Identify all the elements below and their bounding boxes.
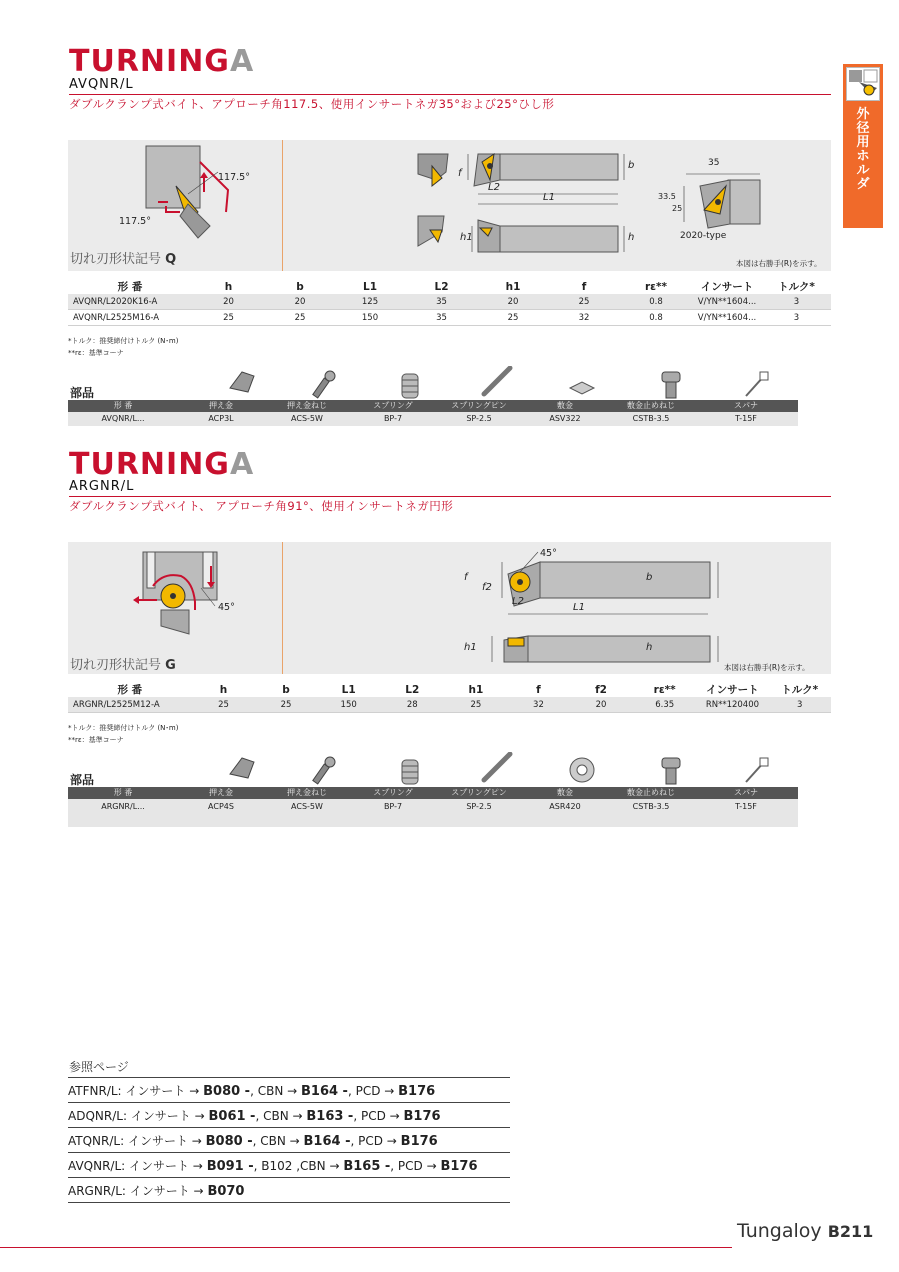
section2-table-header: 形 番 h b L1 L2 h1 f f2 rε** インサート トルク* bbox=[117, 683, 819, 696]
reference-row[interactable]: ADQNR/L: インサート → B061 -, CBN → B163 -, PCD → B176 bbox=[68, 1103, 510, 1128]
section1-table-header: 形 番 h b L1 L2 h1 f rε** インサート トルク* bbox=[117, 280, 815, 293]
section2-dim-h: h bbox=[646, 642, 653, 653]
section1-dim-33: 33.5 bbox=[658, 192, 676, 201]
section1-parts-icons bbox=[220, 366, 780, 400]
section2-cutform-caption: 切れ刃形状記号 G bbox=[70, 658, 176, 673]
section2-dim-h1: h1 bbox=[464, 642, 477, 653]
section2-diagram-panel bbox=[68, 542, 831, 674]
section1-subtitle: ダブルクランプ式バイト、アプローチ角117.5、使用インサートネガ35°および25°ひし形 bbox=[69, 97, 555, 111]
section1-diagram-panel bbox=[68, 140, 831, 271]
section2-rule bbox=[69, 496, 831, 497]
section1-angle-top: 117.5° bbox=[218, 172, 250, 183]
table-row: ARGNR/L2525M12-A 25 25 150 28 25 32 20 6.35 RN**120400 3 bbox=[68, 697, 831, 713]
section1-parts-table bbox=[68, 400, 798, 426]
reference-row[interactable]: ATFNR/L: インサート → B080 -, CBN → B164 -, PCD → B176 bbox=[68, 1078, 510, 1103]
section1-dim-L1: L1 bbox=[543, 192, 555, 203]
section1-cutform-caption: 切れ刃形状記号 Q bbox=[70, 252, 177, 267]
section1-dim-b: b bbox=[628, 160, 635, 171]
section1-cutform-diagram bbox=[118, 142, 288, 247]
reference-row[interactable]: ATQNR/L: インサート → B080 -, CBN → B164 -, PCD → B176 bbox=[68, 1128, 510, 1153]
section2-parts-value-row: ARGNR/L... ACP4S ACS-5W BP-7 SP-2.5 ASR420 CSTB-3.5 T-15F bbox=[68, 799, 798, 827]
side-tab bbox=[843, 64, 883, 228]
section2-dim-f: f bbox=[464, 572, 468, 583]
section1-spec-table bbox=[68, 279, 831, 326]
section2-angle-bottom: 45° bbox=[218, 602, 235, 613]
section2-parts-icons bbox=[220, 752, 780, 786]
reference-row[interactable]: ARGNR/L: インサート → B070 bbox=[68, 1178, 510, 1203]
section1-dim-h: h bbox=[628, 232, 635, 243]
section2-brand: TURNINGA bbox=[69, 447, 255, 482]
section2-dim-f2: f2 bbox=[482, 582, 492, 593]
section1-parts-title: 部品 bbox=[70, 386, 95, 400]
section2-subtitle: ダブルクランプ式バイト、 アプローチ角91°、使用インサートネガ円形 bbox=[69, 499, 454, 513]
section1-dim-35: 35 bbox=[708, 158, 720, 168]
section1-dim-L2: L2 bbox=[488, 182, 500, 193]
footer-brand bbox=[737, 1220, 873, 1242]
footer-brand-name: Tungaloy bbox=[737, 1220, 822, 1242]
section1-dim-f: f bbox=[458, 168, 462, 179]
section2-holder-diagram bbox=[468, 550, 728, 668]
section1-dim-25: 25 bbox=[672, 204, 683, 213]
section1-rule bbox=[69, 94, 831, 95]
section1-parts-value-row: AVQNR/L... ACP3L ACS-5W BP-7 SP-2.5 ASV322 CSTB-3.5 T-15F bbox=[68, 412, 798, 426]
section2-dim-L1: L1 bbox=[573, 602, 585, 613]
section2-image-note: 本図は右勝手(R)を示す。 bbox=[724, 663, 810, 672]
section2-dim-L2: L2 bbox=[512, 596, 524, 607]
section1-footnotes: *トルク：推奨締付けトルク (N･m) **rε：基準コーナ bbox=[68, 337, 179, 357]
section1-image-note: 本図は右勝手(R)を示す。 bbox=[736, 259, 822, 268]
section2-code: ARGNR/L bbox=[69, 479, 135, 494]
footer-rule bbox=[0, 1247, 732, 1248]
section2-spec-table bbox=[68, 682, 831, 713]
references-list bbox=[68, 1077, 510, 1203]
section2-footnotes: *トルク：推奨締付けトルク (N･m) **rε：基準コーナ bbox=[68, 724, 179, 744]
section1-dim-h1: h1 bbox=[460, 232, 473, 243]
references-title: 参照ページ bbox=[69, 1060, 129, 1074]
side-tab-label: 外径用ホルダ bbox=[856, 107, 870, 192]
table-row: AVQNR/L2525M16-A 25 25 150 35 25 32 0.8 V/YN**1604... 3 bbox=[68, 310, 831, 326]
section1-angle-bottom: 117.5° bbox=[119, 216, 151, 227]
section1-code: AVQNR/L bbox=[69, 77, 134, 92]
section2-angle-top: 45° bbox=[540, 548, 557, 559]
section2-cutform-diagram bbox=[123, 546, 293, 646]
section2-parts-header-row: 形 番 押え金 押え金ねじ スプリング スプリングピン 敷金 敷金止めねじ スパナ bbox=[68, 787, 798, 799]
section2-dim-b: b bbox=[646, 572, 653, 583]
side-tab-icon bbox=[846, 67, 880, 101]
section1-brand: TURNINGA bbox=[69, 44, 255, 79]
section2-parts-title: 部品 bbox=[70, 773, 95, 787]
reference-row[interactable]: AVQNR/L: インサート → B091 -, B102 ,CBN → B165 -, PCD → B176 bbox=[68, 1153, 510, 1178]
section2-parts-table bbox=[68, 787, 798, 827]
section1-parts-header-row: 形 番 押え金 押え金ねじ スプリング スプリングピン 敷金 敷金止めねじ スパナ bbox=[68, 400, 798, 412]
table-row: AVQNR/L2020K16-A 20 20 125 35 20 25 0.8 V/YN**1604... 3 bbox=[68, 294, 831, 310]
footer-page-number: B211 bbox=[827, 1222, 874, 1241]
section1-holder-diagram bbox=[408, 150, 808, 262]
section1-type-2020: 2020-type bbox=[680, 231, 727, 241]
